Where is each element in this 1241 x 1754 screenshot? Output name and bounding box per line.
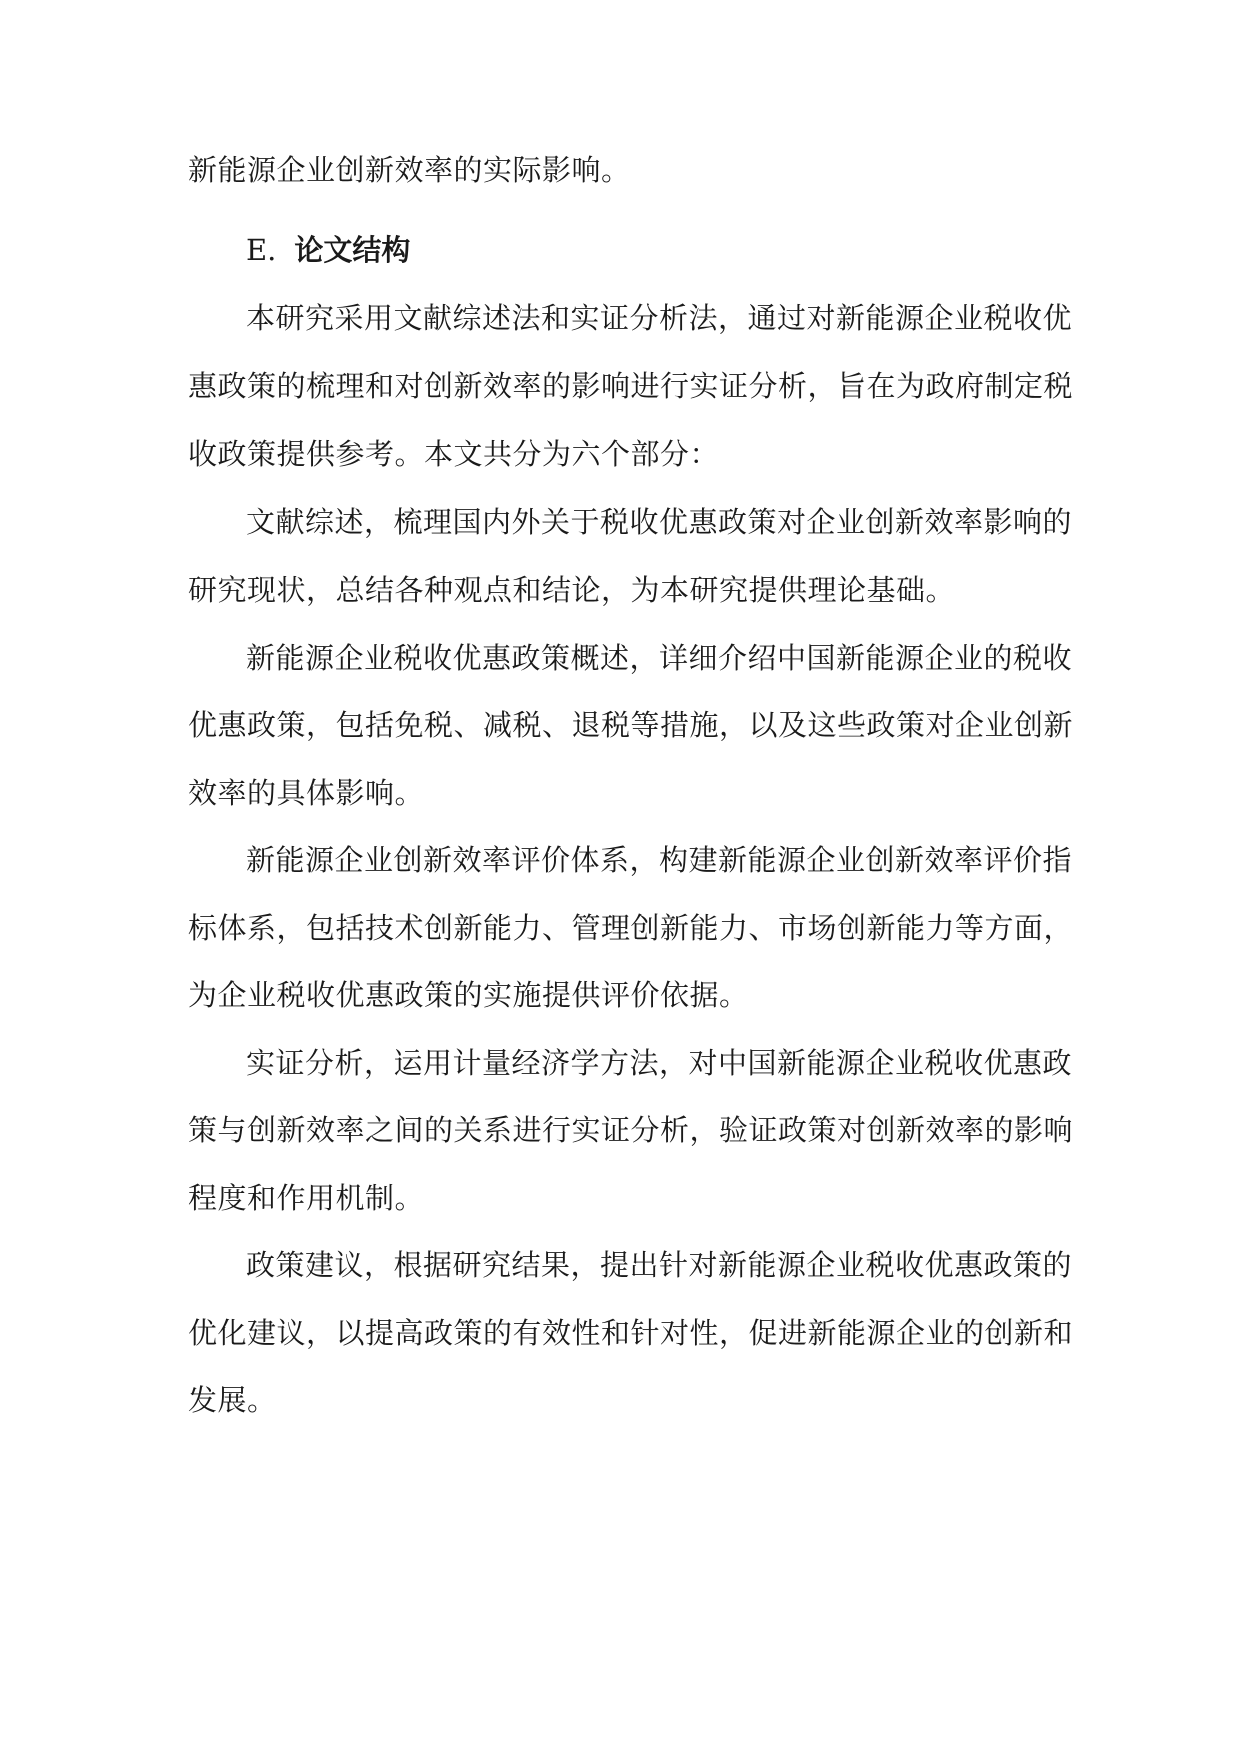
text-line: 新能源企业创新效率的实际影响。 [188, 153, 631, 187]
text-line: 本研究采用文献综述法和实证分析法，通过对新能源企业税收优 [246, 301, 1073, 335]
text-line: 实证分析，运用计量经济学方法，对中国新能源企业税收优惠政 [246, 1046, 1073, 1080]
text-line: 优化建议，以提高政策的有效性和针对性，促进新能源企业的创新和 [188, 1316, 1074, 1350]
text-line: 新能源企业税收优惠政策概述，详细介绍中国新能源企业的税收 [246, 641, 1073, 675]
text-line: 政策建议，根据研究结果，提出针对新能源企业税收优惠政策的 [246, 1248, 1073, 1282]
text-line: 效率的具体影响。 [188, 776, 425, 810]
text-line: 新能源企业创新效率评价体系，构建新能源企业创新效率评价指 [246, 843, 1073, 877]
text-line: 惠政策的梳理和对创新效率的影响进行实证分析，旨在为政府制定税 [188, 369, 1074, 403]
section-heading [246, 230, 410, 270]
text-line: 发展。 [188, 1383, 277, 1417]
section-title: 论文结构 [294, 233, 411, 267]
text-line: 标体系，包括技术创新能力、管理创新能力、市场创新能力等方面， [188, 911, 1074, 945]
text-line: 研究现状，总结各种观点和结论，为本研究提供理论基础。 [188, 573, 956, 607]
text-line: 收政策提供参考。本文共分为六个部分： [188, 437, 720, 471]
text-line: 程度和作用机制。 [188, 1181, 425, 1215]
text-line: 文献综述，梳理国内外关于税收优惠政策对企业创新效率影响的 [246, 505, 1073, 539]
section-number: E. [246, 233, 277, 267]
text-line: 为企业税收优惠政策的实施提供评价依据。 [188, 978, 749, 1012]
text-line: 优惠政策，包括免税、减税、退税等措施，以及这些政策对企业创新 [188, 708, 1074, 742]
text-line: 策与创新效率之间的关系进行实证分析，验证政策对创新效率的影响 [188, 1113, 1074, 1147]
